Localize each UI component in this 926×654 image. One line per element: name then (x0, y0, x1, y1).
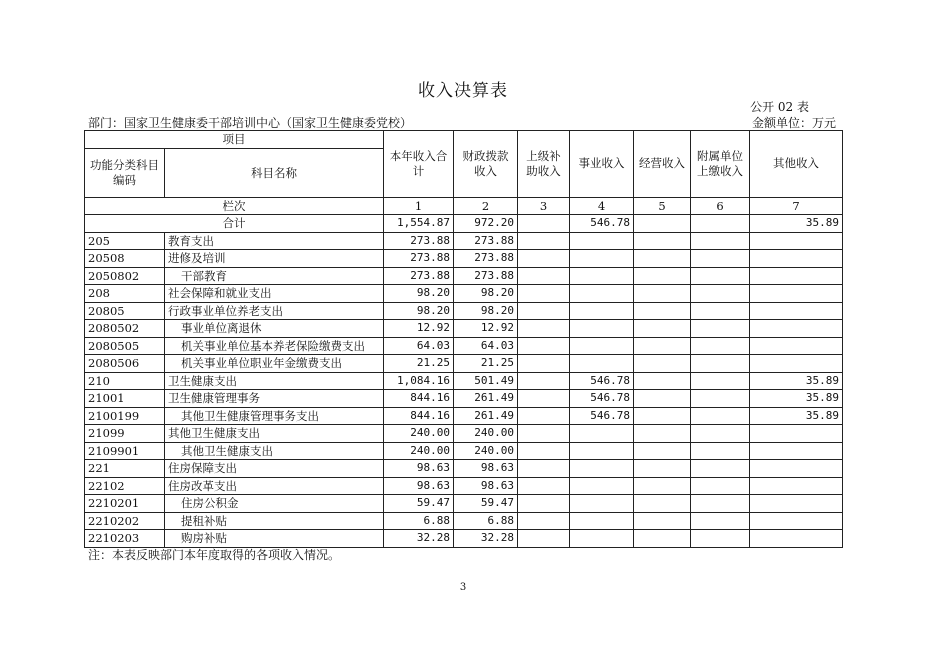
row-annual: 844.16 (384, 407, 454, 425)
row-name: 机关事业单位职业年金缴费支出 (165, 355, 384, 373)
header-operating: 经营收入 (634, 131, 691, 198)
row-superior (518, 232, 570, 250)
row-other (750, 320, 843, 338)
row-superior (518, 250, 570, 268)
row-code: 2109901 (85, 442, 165, 460)
row-name: 住房改革支出 (165, 477, 384, 495)
row-operating (634, 425, 691, 443)
row-business (570, 477, 634, 495)
row-business: 546.78 (570, 407, 634, 425)
row-code: 2080505 (85, 337, 165, 355)
row-other (750, 530, 843, 548)
total-fiscal: 972.20 (454, 215, 518, 233)
header-project: 项目 (85, 131, 384, 149)
row-operating (634, 460, 691, 478)
row-other (750, 232, 843, 250)
row-business (570, 495, 634, 513)
table-row (85, 302, 843, 320)
row-operating (634, 285, 691, 303)
row-name: 住房公积金 (165, 495, 384, 513)
row-fiscal: 261.49 (454, 407, 518, 425)
row-code: 2210203 (85, 530, 165, 548)
table-row (85, 477, 843, 495)
row-annual: 273.88 (384, 267, 454, 285)
row-affiliated (691, 530, 750, 548)
header-fiscal: 财政拨款收入 (454, 131, 518, 198)
row-code: 20805 (85, 302, 165, 320)
table-row (85, 372, 843, 390)
row-name: 其他卫生健康管理事务支出 (165, 407, 384, 425)
row-affiliated (691, 460, 750, 478)
total-affiliated (691, 215, 750, 233)
header-other: 其他收入 (750, 131, 843, 198)
row-operating (634, 232, 691, 250)
row-business (570, 512, 634, 530)
header-affiliated: 附属单位上缴收入 (691, 131, 750, 198)
row-fiscal: 21.25 (454, 355, 518, 373)
department-label: 部门：国家卫生健康委干部培训中心（国家卫生健康委党校） (88, 116, 413, 130)
row-operating (634, 495, 691, 513)
row-other (750, 285, 843, 303)
row-affiliated (691, 477, 750, 495)
row-annual: 64.03 (384, 337, 454, 355)
table-row (85, 250, 843, 268)
row-superior (518, 425, 570, 443)
row-affiliated (691, 267, 750, 285)
row-annual: 273.88 (384, 232, 454, 250)
row-superior (518, 495, 570, 513)
row-other: 35.89 (750, 407, 843, 425)
row-annual: 6.88 (384, 512, 454, 530)
row-name: 卫生健康管理事务 (165, 390, 384, 408)
row-fiscal: 273.88 (454, 250, 518, 268)
row-other (750, 512, 843, 530)
row-superior (518, 407, 570, 425)
table-row (85, 267, 843, 285)
row-affiliated (691, 390, 750, 408)
row-name: 干部教育 (165, 267, 384, 285)
row-operating (634, 372, 691, 390)
table-row (85, 512, 843, 530)
row-superior (518, 285, 570, 303)
row-name: 社会保障和就业支出 (165, 285, 384, 303)
row-affiliated (691, 512, 750, 530)
column-index-2: 2 (454, 197, 518, 215)
row-affiliated (691, 337, 750, 355)
row-fiscal: 32.28 (454, 530, 518, 548)
row-name: 住房保障支出 (165, 460, 384, 478)
row-annual: 59.47 (384, 495, 454, 513)
header-code: 功能分类科目编码 (85, 148, 165, 197)
row-affiliated (691, 425, 750, 443)
table-row (85, 530, 843, 548)
column-index-3: 3 (518, 197, 570, 215)
row-business (570, 355, 634, 373)
row-other (750, 495, 843, 513)
row-annual: 240.00 (384, 442, 454, 460)
row-other (750, 477, 843, 495)
row-fiscal: 261.49 (454, 390, 518, 408)
row-affiliated (691, 320, 750, 338)
row-code: 2050802 (85, 267, 165, 285)
row-name: 其他卫生健康支出 (165, 442, 384, 460)
unit-label: 金额单位：万元 (751, 116, 836, 130)
row-business (570, 302, 634, 320)
row-operating (634, 442, 691, 460)
row-code: 2210202 (85, 512, 165, 530)
row-superior (518, 267, 570, 285)
row-name: 机关事业单位基本养老保险缴费支出 (165, 337, 384, 355)
row-annual: 98.20 (384, 302, 454, 320)
row-superior (518, 512, 570, 530)
row-code: 205 (85, 232, 165, 250)
row-annual: 12.92 (384, 320, 454, 338)
row-business (570, 250, 634, 268)
row-code: 2080502 (85, 320, 165, 338)
table-row (85, 460, 843, 478)
column-index-row (85, 197, 843, 215)
row-superior (518, 372, 570, 390)
row-fiscal: 59.47 (454, 495, 518, 513)
row-other: 35.89 (750, 372, 843, 390)
row-name: 行政事业单位养老支出 (165, 302, 384, 320)
table-row (85, 285, 843, 303)
row-affiliated (691, 407, 750, 425)
row-annual: 32.28 (384, 530, 454, 548)
row-affiliated (691, 372, 750, 390)
total-label: 合计 (85, 215, 384, 233)
row-affiliated (691, 285, 750, 303)
row-annual: 273.88 (384, 250, 454, 268)
header-business: 事业收入 (570, 131, 634, 198)
row-other (750, 442, 843, 460)
row-annual: 21.25 (384, 355, 454, 373)
total-other: 35.89 (750, 215, 843, 233)
row-superior (518, 530, 570, 548)
row-operating (634, 302, 691, 320)
row-fiscal: 64.03 (454, 337, 518, 355)
row-operating (634, 390, 691, 408)
row-affiliated (691, 495, 750, 513)
table-row (85, 337, 843, 355)
form-number: 公开 02 表 (750, 100, 809, 114)
row-name: 购房补贴 (165, 530, 384, 548)
row-operating (634, 320, 691, 338)
row-fiscal: 240.00 (454, 425, 518, 443)
row-business: 546.78 (570, 372, 634, 390)
total-operating (634, 215, 691, 233)
row-other (750, 355, 843, 373)
row-fiscal: 6.88 (454, 512, 518, 530)
header-annual: 本年收入合计 (384, 131, 454, 198)
row-operating (634, 407, 691, 425)
row-operating (634, 250, 691, 268)
row-code: 221 (85, 460, 165, 478)
header-name: 科目名称 (165, 148, 384, 197)
row-code: 2080506 (85, 355, 165, 373)
row-business (570, 425, 634, 443)
row-name: 事业单位离退休 (165, 320, 384, 338)
table-row (85, 407, 843, 425)
row-name: 提租补贴 (165, 512, 384, 530)
row-business (570, 337, 634, 355)
row-affiliated (691, 442, 750, 460)
row-annual: 98.63 (384, 460, 454, 478)
row-name: 教育支出 (165, 232, 384, 250)
total-annual: 1,554.87 (384, 215, 454, 233)
header-superior: 上级补助收入 (518, 131, 570, 198)
row-operating (634, 355, 691, 373)
row-superior (518, 302, 570, 320)
page-title: 收入决算表 (418, 81, 508, 101)
row-operating (634, 477, 691, 495)
row-business: 546.78 (570, 390, 634, 408)
row-superior (518, 355, 570, 373)
row-code: 208 (85, 285, 165, 303)
row-other (750, 250, 843, 268)
row-other (750, 460, 843, 478)
table-row (85, 442, 843, 460)
row-superior (518, 320, 570, 338)
row-operating (634, 512, 691, 530)
table-row (85, 495, 843, 513)
row-fiscal: 273.88 (454, 267, 518, 285)
row-other (750, 337, 843, 355)
row-code: 21001 (85, 390, 165, 408)
table-row (85, 355, 843, 373)
row-code: 22102 (85, 477, 165, 495)
row-fiscal: 240.00 (454, 442, 518, 460)
column-index-5: 5 (634, 197, 691, 215)
row-superior (518, 477, 570, 495)
table-row (85, 232, 843, 250)
row-fiscal: 501.49 (454, 372, 518, 390)
row-fiscal: 98.20 (454, 302, 518, 320)
row-fiscal: 98.63 (454, 477, 518, 495)
table-row (85, 425, 843, 443)
row-annual: 98.63 (384, 477, 454, 495)
row-code: 210 (85, 372, 165, 390)
table-note: 注：本表反映部门本年度取得的各项收入情况。 (88, 548, 341, 562)
row-operating (634, 530, 691, 548)
row-fiscal: 98.20 (454, 285, 518, 303)
row-name: 其他卫生健康支出 (165, 425, 384, 443)
row-annual: 240.00 (384, 425, 454, 443)
row-superior (518, 337, 570, 355)
header-row-1 (85, 131, 843, 149)
row-fiscal: 273.88 (454, 232, 518, 250)
row-name: 卫生健康支出 (165, 372, 384, 390)
row-business (570, 530, 634, 548)
row-business (570, 267, 634, 285)
total-business: 546.78 (570, 215, 634, 233)
page-number: 3 (459, 582, 467, 593)
row-operating (634, 267, 691, 285)
table-row (85, 390, 843, 408)
row-name: 进修及培训 (165, 250, 384, 268)
row-annual: 844.16 (384, 390, 454, 408)
row-other: 35.89 (750, 390, 843, 408)
column-index-label: 栏次 (85, 197, 384, 215)
row-other (750, 302, 843, 320)
row-business (570, 460, 634, 478)
row-annual: 1,084.16 (384, 372, 454, 390)
row-annual: 98.20 (384, 285, 454, 303)
income-table (84, 130, 843, 548)
column-index-4: 4 (570, 197, 634, 215)
row-code: 2210201 (85, 495, 165, 513)
column-index-1: 1 (384, 197, 454, 215)
row-other (750, 267, 843, 285)
column-index-6: 6 (691, 197, 750, 215)
row-code: 20508 (85, 250, 165, 268)
row-business (570, 285, 634, 303)
total-superior (518, 215, 570, 233)
row-fiscal: 12.92 (454, 320, 518, 338)
row-affiliated (691, 232, 750, 250)
table-row (85, 320, 843, 338)
row-affiliated (691, 355, 750, 373)
row-business (570, 232, 634, 250)
row-fiscal: 98.63 (454, 460, 518, 478)
row-business (570, 442, 634, 460)
row-other (750, 425, 843, 443)
row-superior (518, 390, 570, 408)
row-business (570, 320, 634, 338)
total-row (85, 215, 843, 233)
column-index-7: 7 (750, 197, 843, 215)
row-code: 2100199 (85, 407, 165, 425)
row-operating (634, 337, 691, 355)
row-superior (518, 442, 570, 460)
row-superior (518, 460, 570, 478)
row-code: 21099 (85, 425, 165, 443)
row-affiliated (691, 302, 750, 320)
row-affiliated (691, 250, 750, 268)
